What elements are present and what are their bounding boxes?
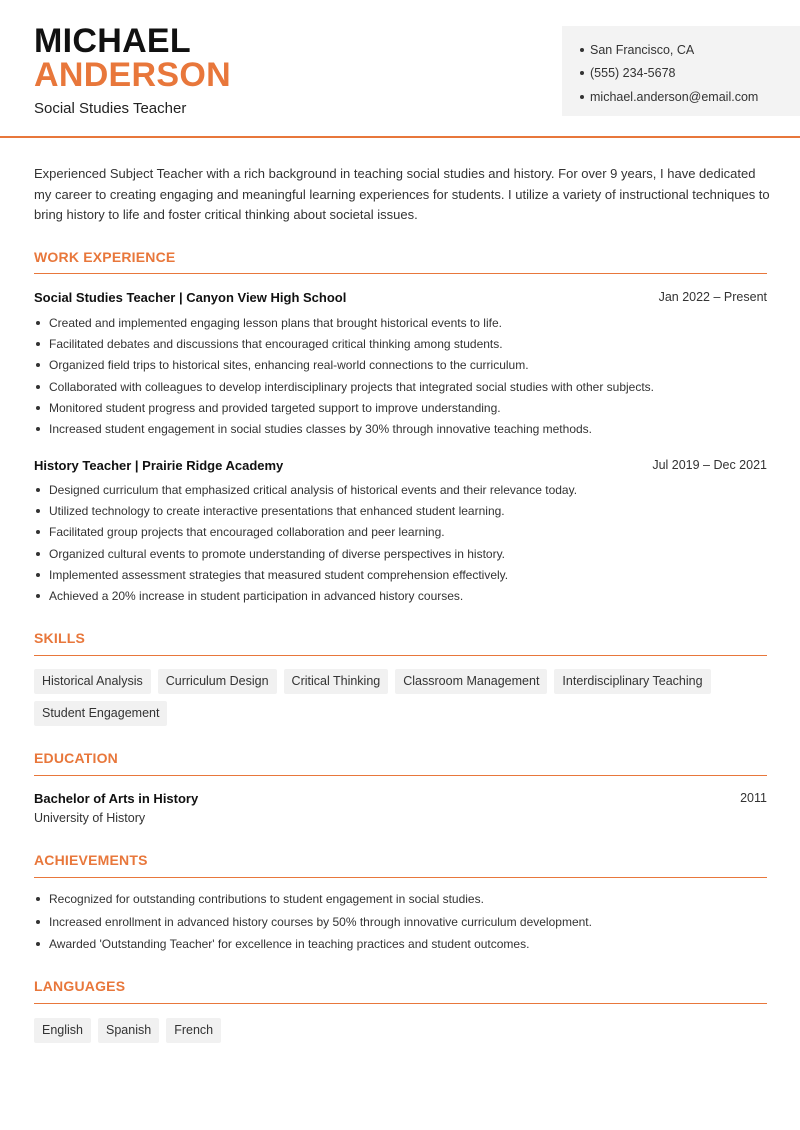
bullet-text: Designed curriculum that emphasized critical analysis of historical events and their relevance today. xyxy=(49,482,578,497)
section-divider xyxy=(34,775,767,776)
achievements-list xyxy=(34,888,774,956)
education-year: 2011 xyxy=(740,791,767,805)
summary-paragraph: Experienced Subject Teacher with a rich background in teaching social studies and history. For over 9 years, I have dedicated my career to creating engaging and meaningful learning experiences for students. I utilize a variety of instructional techniques to bring history to life and foster critical thinking about societal issues. xyxy=(34,166,770,222)
list-item xyxy=(34,888,774,911)
list-item xyxy=(34,312,774,333)
bullet-icon xyxy=(580,95,584,99)
bullet-icon xyxy=(36,530,40,534)
job-2-bullets xyxy=(34,479,774,607)
bullet-text: Monitored student progress and provided targeted support to improve understanding. xyxy=(49,400,501,415)
bullet-text: Created and implemented engaging lesson plans that brought historical events to life. xyxy=(49,315,502,330)
bullet-icon xyxy=(36,427,40,431)
bullet-text: Awarded 'Outstanding Teacher' for excellence in teaching practices and student outcomes. xyxy=(49,937,530,952)
job-date-1: Jan 2022 – Present xyxy=(658,290,767,304)
list-item xyxy=(34,355,774,376)
bullet-text: Implemented assessment strategies that measured student comprehension effectively. xyxy=(49,567,509,582)
section-divider xyxy=(34,877,767,878)
job-role: Social Studies Teacher xyxy=(34,100,187,117)
list-item xyxy=(34,397,774,418)
list-item xyxy=(34,585,774,606)
bullet-icon xyxy=(36,920,40,924)
bullet-icon xyxy=(36,363,40,367)
bullet-text: Organized field trips to historical sites, enhancing real-world connections to the curriculum. xyxy=(49,358,529,373)
bullet-icon xyxy=(36,509,40,513)
list-item xyxy=(34,500,774,521)
language-tag: English xyxy=(34,1018,91,1043)
list-item xyxy=(34,522,774,543)
skill-tag: Critical Thinking xyxy=(284,669,389,694)
section-title-achievements: ACHIEVEMENTS xyxy=(34,852,148,868)
bullet-icon xyxy=(36,942,40,946)
job-date-2: Jul 2019 – Dec 2021 xyxy=(652,458,767,472)
bullet-text: Organized cultural events to promote understanding of diverse perspectives in history. xyxy=(49,546,506,561)
skill-tag: Student Engagement xyxy=(34,701,167,726)
list-item xyxy=(34,564,774,585)
skill-tag: Curriculum Design xyxy=(158,669,277,694)
section-divider xyxy=(34,655,767,656)
bullet-icon xyxy=(36,342,40,346)
section-title-education: EDUCATION xyxy=(34,750,118,766)
bullet-icon xyxy=(580,71,584,75)
language-tag: Spanish xyxy=(98,1018,159,1043)
section-divider xyxy=(34,1003,767,1004)
first-name: MICHAEL xyxy=(34,22,191,60)
education-school: University of History xyxy=(34,811,146,825)
language-tag: French xyxy=(166,1018,221,1043)
bullet-text: Increased student engagement in social studies classes by 30% through innovative teaching methods. xyxy=(49,422,592,437)
language-tags xyxy=(34,1018,774,1043)
section-title-languages: LANGUAGES xyxy=(34,978,126,994)
bullet-icon xyxy=(36,594,40,598)
contact-box xyxy=(562,26,800,116)
section-divider xyxy=(34,273,767,274)
section-title-work: WORK EXPERIENCE xyxy=(34,249,176,265)
bullet-text: Utilized technology to create interactive presentations that enhanced student learning. xyxy=(49,503,505,518)
bullet-icon xyxy=(580,48,584,52)
last-name: ANDERSON xyxy=(34,56,231,94)
bullet-icon xyxy=(36,897,40,901)
bullet-text: Collaborated with colleagues to develop interdisciplinary projects that integrated social studies with other subjects. xyxy=(49,379,654,394)
section-title-skills: SKILLS xyxy=(34,630,85,646)
phone-text: (555) 234-5678 xyxy=(590,66,676,81)
job-title-1: Social Studies Teacher | Canyon View High School xyxy=(34,290,347,305)
skills-tags xyxy=(34,669,774,726)
bullet-text: Facilitated group projects that encouraged collaboration and peer learning. xyxy=(49,525,445,540)
bullet-text: Recognized for outstanding contributions to student engagement in social studies. xyxy=(49,892,484,907)
resume-header xyxy=(0,0,800,138)
contact-location xyxy=(580,38,800,62)
bullet-icon xyxy=(36,488,40,492)
job-title-2: History Teacher | Prairie Ridge Academy xyxy=(34,458,284,473)
email-text: michael.anderson@email.com xyxy=(590,89,759,104)
bullet-icon xyxy=(36,552,40,556)
bullet-icon xyxy=(36,406,40,410)
location-text: San Francisco, CA xyxy=(590,42,695,57)
job-1-bullets xyxy=(34,312,774,440)
list-item xyxy=(34,933,774,956)
bullet-icon xyxy=(36,321,40,325)
skill-tag: Interdisciplinary Teaching xyxy=(554,669,710,694)
list-item xyxy=(34,333,774,354)
skill-tag: Historical Analysis xyxy=(34,669,151,694)
list-item xyxy=(34,479,774,500)
list-item xyxy=(34,543,774,564)
bullet-text: Facilitated debates and discussions that encouraged critical thinking among students. xyxy=(49,336,503,351)
skill-tag: Classroom Management xyxy=(395,669,547,694)
list-item xyxy=(34,911,774,934)
bullet-text: Increased enrollment in advanced history courses by 50% through innovative curriculum development. xyxy=(49,914,592,929)
contact-phone xyxy=(580,62,800,86)
bullet-icon xyxy=(36,573,40,577)
bullet-text: Achieved a 20% increase in student participation in advanced history courses. xyxy=(49,589,464,604)
education-degree: Bachelor of Arts in History xyxy=(34,791,199,806)
bullet-icon xyxy=(36,385,40,389)
list-item xyxy=(34,376,774,397)
list-item xyxy=(34,418,774,439)
contact-email xyxy=(580,85,800,109)
